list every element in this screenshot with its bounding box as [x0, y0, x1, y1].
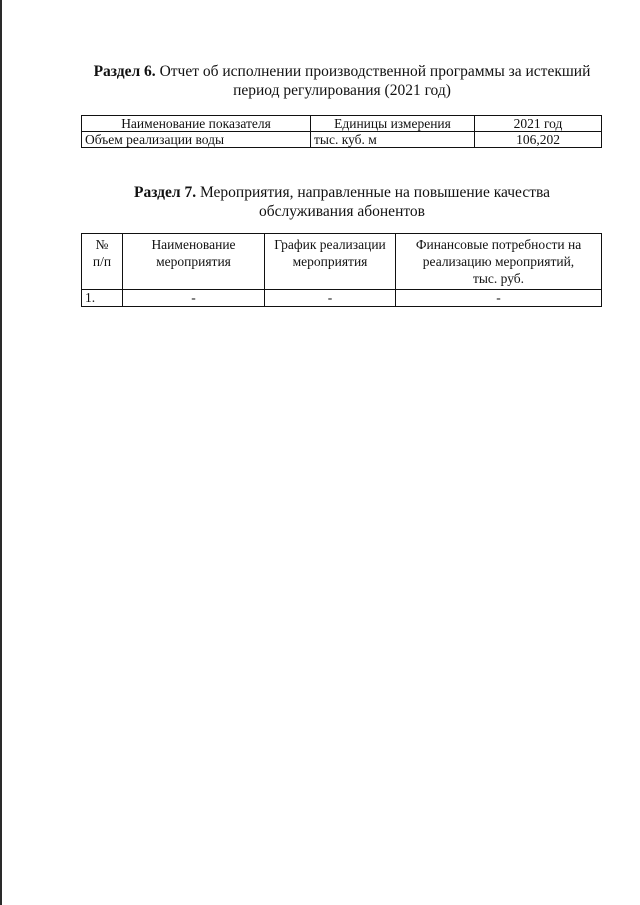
section7-heading-text: Мероприятия, направленные на повышение качества [196, 184, 550, 201]
header-schedule-line2: мероприятия [292, 254, 368, 269]
header-financial-needs-line2: реализацию мероприятий, [422, 254, 575, 269]
header-number [82, 234, 123, 290]
cell-units: тыс. куб. м [311, 132, 475, 148]
cell-event-name: - [123, 290, 265, 307]
table-row [82, 132, 602, 148]
cell-schedule: - [265, 290, 396, 307]
header-financial-needs [396, 234, 602, 290]
header-financial-needs-line3: тыс. руб. [472, 271, 525, 286]
cell-value: 106,202 [475, 132, 602, 148]
table-header-row [82, 116, 602, 132]
header-event-name-line2: мероприятия [156, 254, 231, 269]
section7-heading-line2: обслуживания абонентов [258, 203, 425, 220]
cell-indicator-name: Объем реализации воды [82, 132, 311, 148]
section7-heading-bold: Раздел 7. [134, 184, 197, 201]
section6-table [81, 115, 602, 148]
header-schedule-line1: График реализации [274, 237, 386, 252]
header-indicator-name: Наименование показателя [82, 116, 311, 132]
header-event-name-line1: Наименование [151, 237, 236, 252]
section7-table [81, 233, 602, 307]
section6-heading-line1 [80, 62, 604, 81]
header-year: 2021 год [475, 116, 602, 132]
scan-left-edge [0, 0, 2, 905]
table-header-row [82, 234, 602, 290]
table-row [82, 290, 602, 307]
cell-financial-needs: - [396, 290, 602, 307]
header-number-line1: № [95, 237, 109, 252]
section6-heading [80, 62, 604, 100]
section6-heading-bold: Раздел 6. [93, 63, 156, 80]
header-schedule [265, 234, 396, 290]
section7-heading-line1 [80, 183, 604, 202]
header-financial-needs-line1: Финансовые потребности на [415, 237, 582, 252]
cell-number: 1. [82, 290, 123, 307]
header-event-name [123, 234, 265, 290]
section6-heading-text: Отчет об исполнении производственной программы за истекший [155, 63, 591, 80]
header-number-line2: п/п [92, 254, 112, 269]
header-units: Единицы измерения [311, 116, 475, 132]
section7-heading [80, 183, 604, 221]
section6-heading-line2: период регулирования (2021 год) [233, 82, 451, 99]
